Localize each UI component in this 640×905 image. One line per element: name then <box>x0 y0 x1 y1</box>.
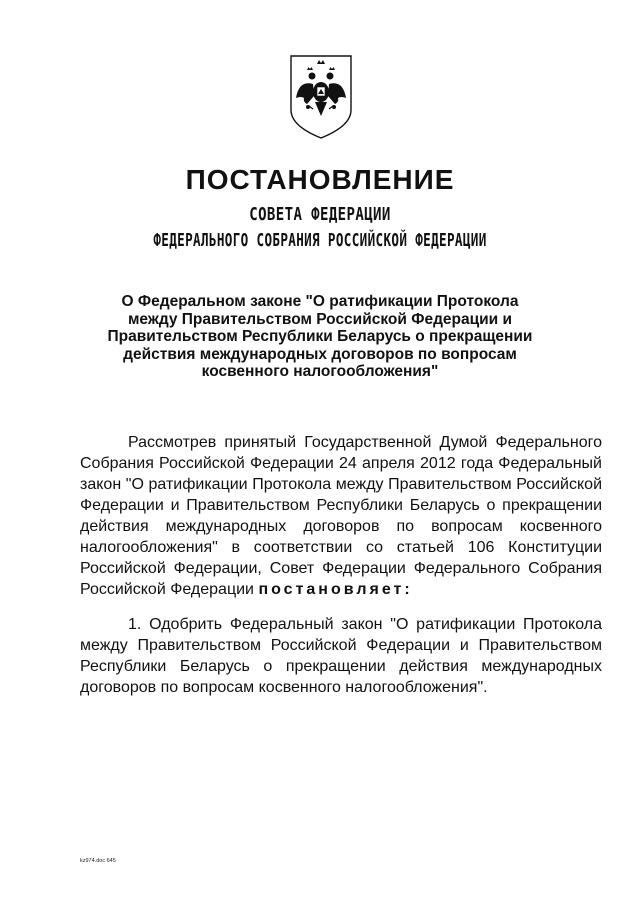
document-heading: О Федеральном законе "О ратификации Протокола между Правительством Российской Федерации и Правительством Республики Беларусь о прекращении действия международных договоров по вопросам косвенного налогообложения" <box>107 293 533 380</box>
paragraph-1-emphasis: постановляет: <box>258 581 413 598</box>
coat-of-arms-icon <box>287 52 355 142</box>
footer-code: kz974.doc 645 <box>80 858 116 864</box>
paragraph-1 <box>80 432 602 600</box>
document-subtitle-line1: СОВЕТА ФЕДЕРАЦИИ <box>249 204 391 225</box>
document-subtitle-line2: ФЕДЕРАЛЬНОГО СОБРАНИЯ РОССИЙСКОЙ ФЕДЕРАЦИИ <box>153 230 487 251</box>
paragraph-2: 1. Одобрить Федеральный закон "О ратификации Протокола между Правительством Российской Федерации и Правительством Республики Беларусь о прекращении действия международных договоров по вопросам косвенного налогообложения". <box>80 616 602 696</box>
document-title: ПОСТАНОВЛЕНИЕ <box>185 164 455 195</box>
paragraph-1-text: Рассмотрев принятый Государственной Думой Федерального Собрания Российской Федерации 24 апреля 2012 года Федеральный закон "О ратификации Протокола между Правительством Российской Федерации и Правительством Республики Беларусь о прекращении действия международных договоров по вопросам косвенного налогообложения" в соответствии со статьей 106 Конституции Российской Федерации, Совет Федерации Федерального Собрания Российской Федерации <box>80 434 602 598</box>
document-body <box>80 432 602 698</box>
